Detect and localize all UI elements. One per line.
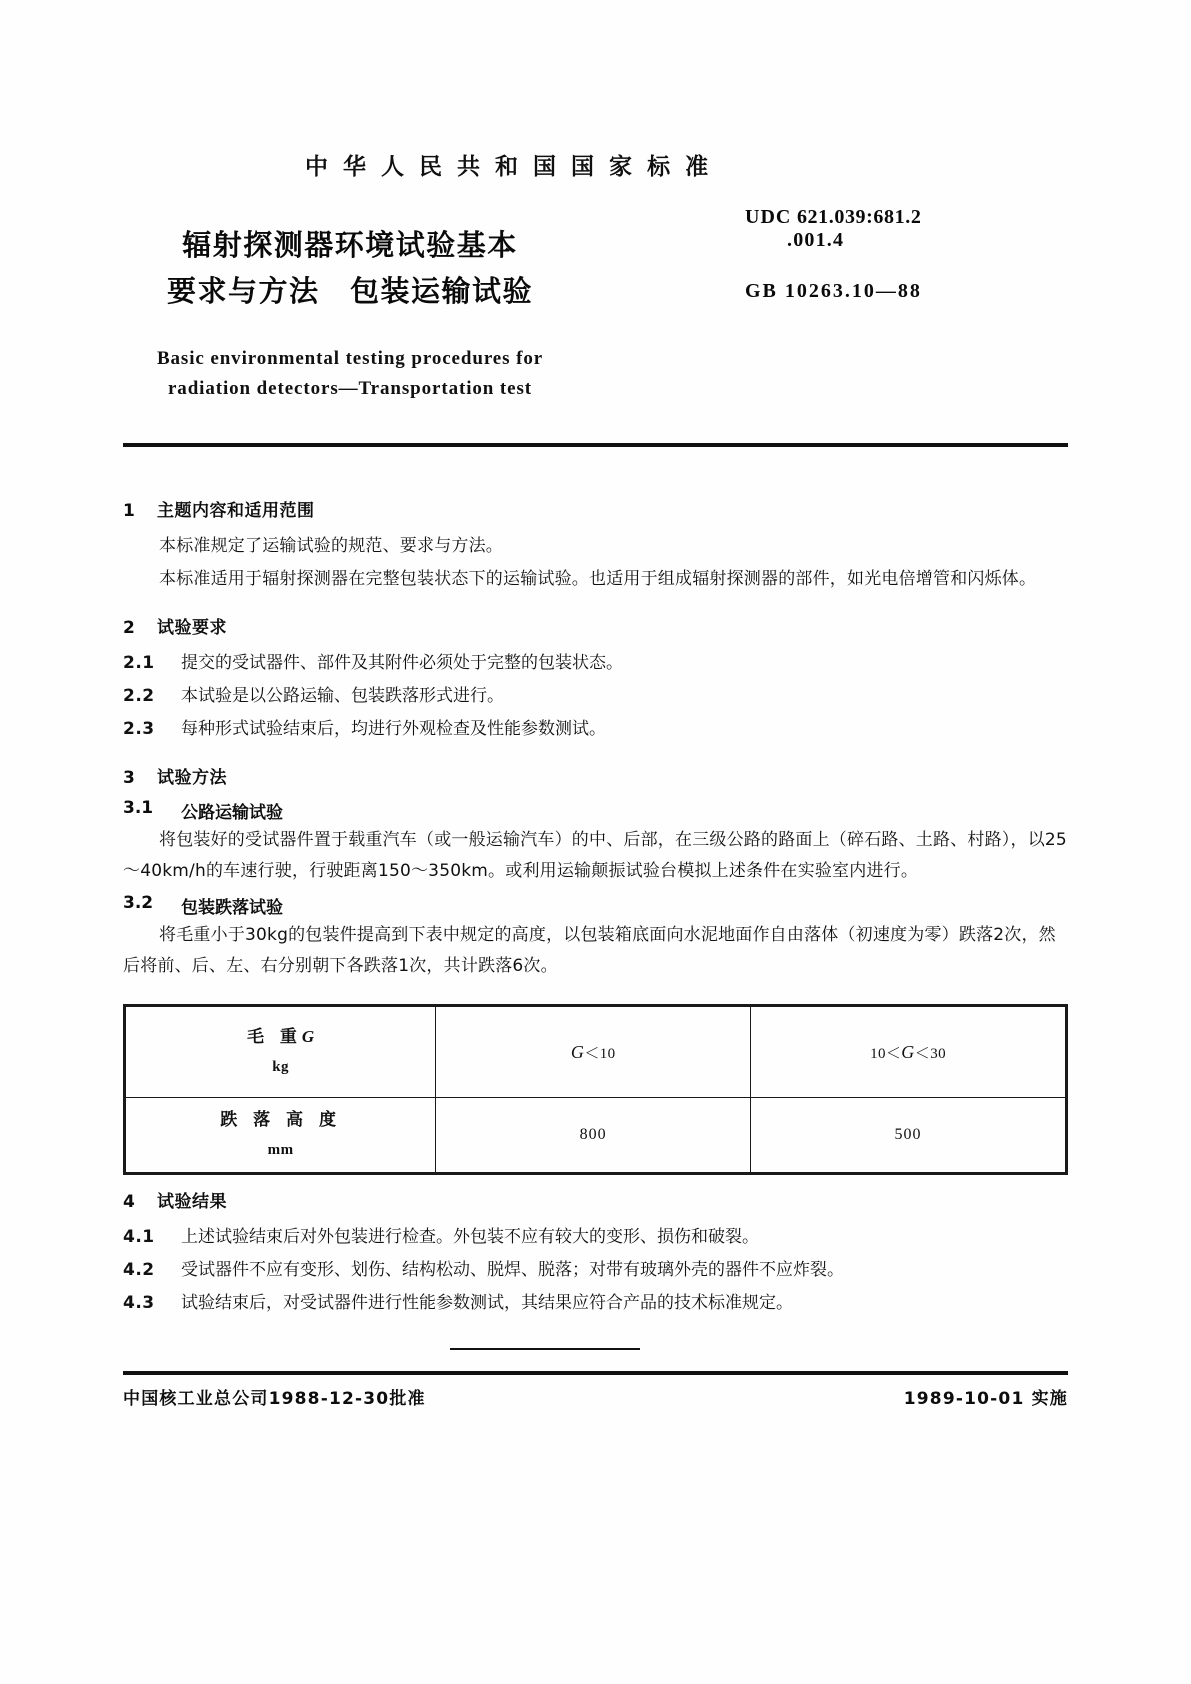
clause-text-2-1: 提交的受试器件、部件及其附件必须处于完整的包装状态。: [181, 653, 623, 673]
document-body: [123, 478, 1068, 1321]
section-number-2: 2: [123, 618, 136, 638]
subsection-title-3-1: 公路运输试验: [181, 803, 283, 823]
section-number-1: 1: [123, 501, 136, 521]
condition-1-symbol: G: [570, 1041, 585, 1062]
clause-2-3: [123, 714, 1068, 745]
drop-height-label: 跌 落 高 度: [220, 1110, 341, 1130]
drop-height-unit: mm: [267, 1142, 294, 1158]
section-heading-2: [123, 613, 1068, 638]
table-cell-gross-weight-label: [125, 1006, 436, 1098]
clause-number-2-2: 2.2: [123, 686, 155, 706]
clause-text-4-3: 试验结束后，对受试器件进行性能参数测试，其结果应符合产品的技术标准规定。: [181, 1293, 793, 1313]
udc-value: 621.039:681.2: [796, 206, 922, 228]
table-cell-condition-2: [751, 1006, 1067, 1098]
title-line-2: 要求与方法 包装运输试验: [166, 274, 533, 308]
gross-weight-unit: kg: [272, 1059, 290, 1075]
clause-number-2-1: 2.1: [123, 653, 155, 673]
drop-height-table: [123, 1004, 1068, 1175]
clause-number-4-1: 4.1: [123, 1227, 155, 1247]
section-title-4: 试验结果: [157, 1192, 227, 1212]
section-number-3: 3: [123, 768, 136, 788]
clause-number-2-3: 2.3: [123, 719, 155, 739]
english-title-line-2: radiation detectors—Transportation test: [167, 378, 533, 399]
document-header: [0, 148, 1191, 438]
clause-4-1: [123, 1222, 1068, 1253]
clause-4-2: [123, 1255, 1068, 1286]
table-cell-drop-height-value-2: 500: [751, 1098, 1067, 1174]
section-heading-3: [123, 763, 1068, 788]
table-row: [125, 1098, 1067, 1174]
standard-code-block: [745, 206, 1075, 303]
udc-subvalue: .001.4: [787, 229, 845, 251]
footer-short-rule: [450, 1348, 640, 1350]
gross-weight-label: 毛 重: [247, 1027, 302, 1047]
section-heading-1: [123, 496, 1068, 521]
english-title-line-1: Basic environmental testing procedures for: [156, 348, 544, 369]
section-title-3: 试验方法: [157, 768, 227, 788]
drop-height-table-wrapper: [123, 1004, 1068, 1175]
clause-text-2-2: 本试验是以公路运输、包装跌落形式进行。: [181, 686, 504, 706]
implementation-date: 1989-10-01 实施: [903, 1389, 1068, 1409]
udc-row: [745, 206, 1075, 229]
approval-statement: 中国核工业总公司1988-12-30批准: [123, 1389, 426, 1409]
condition-2-symbol: G: [901, 1041, 915, 1062]
condition-2-prefix: 10＜: [870, 1045, 902, 1062]
document-footer: [123, 1384, 1068, 1409]
table-cell-condition-1: [436, 1006, 751, 1098]
footer-divider-rule: [123, 1371, 1068, 1375]
clause-text-2-3: 每种形式试验结束后，均进行外观检查及性能参数测试。: [181, 719, 606, 739]
condition-1-suffix: ＜10: [584, 1045, 616, 1062]
gb-standard-number: GB 10263.10—88: [745, 280, 922, 302]
subsection-number-3-2: 3.2: [123, 893, 154, 913]
title-line-1: 辐射探测器环境试验基本: [182, 228, 518, 262]
clause-2-1: [123, 648, 1068, 679]
clause-text-4-2: 受试器件不应有变形、划伤、结构松动、脱焊、脱落；对带有玻璃外壳的器件不应炸裂。: [181, 1260, 844, 1280]
standard-title: [0, 222, 700, 314]
english-title: [0, 344, 700, 404]
subsection-3-2-text: 将毛重小于30kg的包装件提高到下表中规定的高度，以包装箱底面向水泥地面作自由落体（初速度为零）跌落2次，然后将前、后、左、右分别朝下各跌落1次，共计跌落6次。: [123, 925, 1056, 976]
clause-2-2: [123, 681, 1068, 712]
table-cell-drop-height-value-1: 800: [436, 1098, 751, 1174]
condition-2-suffix: ＜30: [914, 1045, 946, 1062]
section-number-4: 4: [123, 1192, 136, 1212]
section-title-2: 试验要求: [157, 618, 227, 638]
clause-4-3: [123, 1288, 1068, 1319]
subsection-number-3-1: 3.1: [123, 798, 154, 818]
section-heading-4: [123, 1187, 1068, 1212]
subsection-3-1-text: 将包装好的受试器件置于载重汽车（或一般运输汽车）的中、后部，在三级公路的路面上（碎石路、土路、村路），以25～40km/h的车速行驶，行驶距离150～350km。或利用运输颠振试验台模拟上述条件在实验室内进行。: [123, 830, 1067, 881]
section-1-paragraph-2: 本标准适用于辐射探测器在完整包装状态下的运输试验。也适用于组成辐射探测器的部件，如光电倍增管和闪烁体。: [159, 569, 1037, 589]
subsection-heading-3-2: [123, 893, 1068, 918]
subsection-title-3-2: 包装跌落试验: [181, 898, 283, 918]
section-title-1: 主题内容和适用范围: [157, 501, 315, 521]
table-cell-drop-height-label: [125, 1098, 436, 1174]
section-1-paragraph-1: 本标准规定了运输试验的规范、要求与方法。: [159, 536, 503, 556]
header-divider-rule: [123, 443, 1068, 447]
gross-weight-symbol: G: [301, 1027, 315, 1046]
clause-number-4-3: 4.3: [123, 1293, 155, 1313]
clause-text-4-1: 上述试验结束后对外包装进行检查。外包装不应有较大的变形、损伤和破裂。: [181, 1227, 759, 1247]
national-standard-line: 中 华 人 民 共 和 国 国 家 标 准: [305, 154, 712, 180]
udc-label: UDC: [745, 206, 792, 228]
table-row: [125, 1006, 1067, 1098]
clause-number-4-2: 4.2: [123, 1260, 155, 1280]
subsection-heading-3-1: [123, 798, 1068, 823]
